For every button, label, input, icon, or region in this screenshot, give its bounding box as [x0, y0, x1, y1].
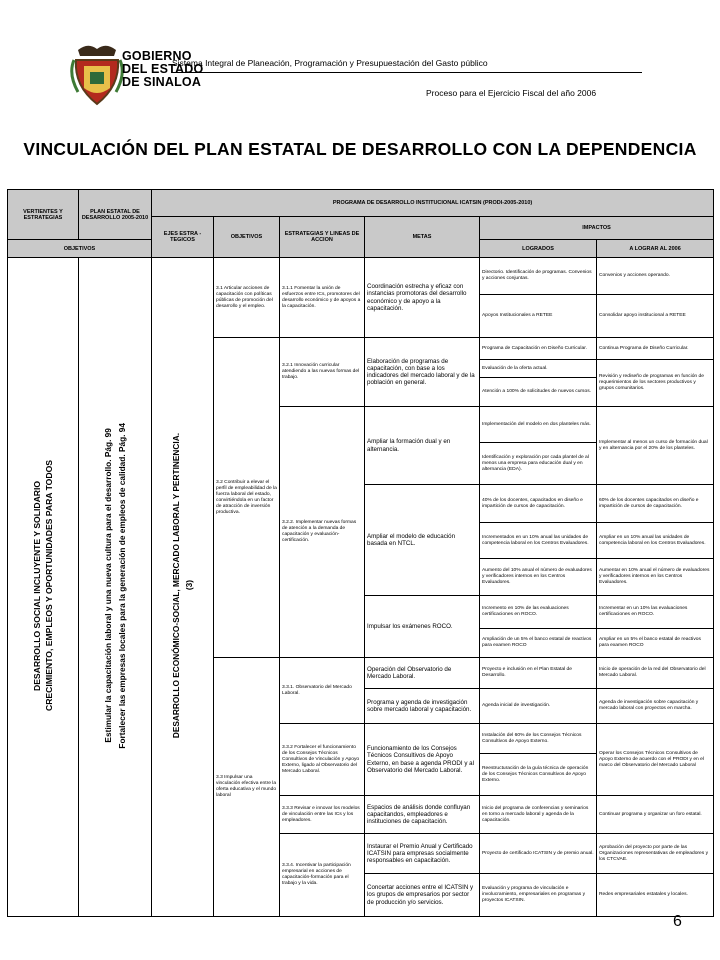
- strategy-3-3-4: 3.3.4. Incentivar la participación empresarial en acciones de capacitación-formación para el trabajo y la vida.: [280, 834, 365, 917]
- logrado-12: Proyecto e inclusión en el Plan Estatal de Desarrollo.: [480, 658, 597, 689]
- strategy-3-3-1: 3.3.1. Observatorio del Mercado Laboral.: [280, 658, 365, 724]
- ejes-cell: [152, 258, 214, 917]
- header-divider: [172, 72, 642, 73]
- a-lograr-11: Ampliar en un 5% el banco estatal de reactivos para examen ROCO: [597, 629, 714, 658]
- meta-9: Espacios de análisis donde confluyan capacitandos, empleadores e instituciones de capacitación.: [365, 796, 480, 834]
- header-plan: PLAN ESTATAL DE DESARROLLO 2005-2010: [79, 190, 152, 240]
- a-lograr-14: Operar los Consejos Técnicos Consultivos de Apoyo Externo de acuerdo con el PRODI y en el marco del Observatorio del Mercado Laboral: [597, 724, 714, 796]
- logrado-15: Reestructuración de la guía técnica de operación de los Consejos Técnicos Consultivos de Apoyo Externo.: [480, 754, 597, 796]
- meta-1: Coordinación estrecha y eficaz con instancias promotoras del desarrollo económico y de apoyo a la capacitación.: [365, 258, 480, 338]
- strategy-3-2-2: 3.2.2. Implementar nuevas formas de atención a la demanda de capacitación y evaluación-certificación.: [280, 407, 365, 658]
- header-objetivos: OBJETIVOS: [214, 217, 280, 258]
- system-title: Sistema Integral de Planeación, Programación y Presupuestación del Gasto público: [172, 58, 488, 68]
- meta-3: Ampliar la formación dual y en alternancia.: [365, 407, 480, 485]
- meta-5: Impulsar los exámenes ROCO.: [365, 596, 480, 658]
- logrado-7: 40% de los docentes, capacitados en diseño e impartición de cursos de capacitación.: [480, 485, 597, 523]
- a-lograr-13: Agenda de investigación sobre capacitación y mercado laboral con proyectos en marcha.: [597, 689, 714, 724]
- logrado-1: Apoyos Institucionales a RETEE: [480, 295, 597, 338]
- logrado-17: Proyecto de certificado ICATSIN y de premio anual.: [480, 834, 597, 874]
- eje-1: DESARROLLO ECONÓMICO-SOCIAL, MERCADO LABORAL Y PERTINENCIA.: [170, 432, 181, 739]
- header-metas: METAS: [365, 217, 480, 258]
- meta-8: Funcionamiento de los Consejos Técnicos Consultivos de Apoyo Externo, en base a agenda PRODI y al Observatorio del Mercado Laboral.: [365, 724, 480, 796]
- a-lograr-7: 60% de los docentes capacitados en diseño e impartición de cursos de capacitación.: [597, 485, 714, 523]
- header-estrategias: ESTRATEGIAS Y LINEAS DE ACCION: [280, 217, 365, 258]
- meta-6: Operación del Observatorio de Mercado Laboral.: [365, 658, 480, 689]
- plan-2: Fortalecer las empresas locales para la generación de empleos de calidad. Pág. 94: [117, 422, 127, 749]
- a-lograr-12: Inicio de operación de la red del Observatorio del Mercado Laboral.: [597, 658, 714, 689]
- logrado-3: Evaluación de la oferta actual.: [480, 360, 597, 378]
- eje-2: (3): [183, 580, 194, 591]
- logrado-0: Directorio. Identificación de programas. Convenios y acciones conjuntas.: [480, 258, 597, 295]
- eagle-crest-icon: [78, 46, 116, 56]
- vertientes-cell: [8, 258, 79, 917]
- a-lograr-8: Ampliar en un 10% anual las unidades de competencia laboral en los Centros Evaluadores.: [597, 523, 714, 559]
- page-title: VINCULACIÓN DEL PLAN ESTATAL DE DESARROLLO CON LA DEPENDENCIA: [23, 139, 697, 159]
- a-lograr-18: Redes empresariales estatales y locales.: [597, 874, 714, 917]
- logrado-6: Identificación y exploración por cada plantel de al menos una empresa para educación dual y en alternancia (EDA).: [480, 443, 597, 485]
- plan-text: [101, 423, 129, 749]
- ejes-text: [170, 433, 196, 738]
- logrado-13: Agenda inicial de investigación.: [480, 689, 597, 724]
- logrado-10: Incremento en 10% de las evaluaciones certificaciones en ROCO.: [480, 596, 597, 629]
- a-lograr-3: Revisión y rediseño de programas en función de requerimientos de los sectores productivos y grupos comunitarios.: [597, 360, 714, 407]
- logrado-4: Atención a 100% de solicitudes de nuevos cursos.: [480, 378, 597, 407]
- logrado-14: Instalación del 60% de los Consejos Técnicos Consultivos de Apoyo Externo.: [480, 724, 597, 754]
- linkage-table: [7, 189, 714, 917]
- logrado-5: Implementación del modelo en dos planteles más.: [480, 407, 597, 443]
- strategy-3-3-2: 3.3.2 Fortalecer el funcionamiento de los Consejos Técnicos Consultivos de Vinculación y Apoyo Externo, ligado al Observatorio del Mercado Laboral.: [280, 724, 365, 796]
- logo-line-2: DEL ESTADO: [122, 62, 204, 76]
- plan-cell: [79, 258, 152, 917]
- header-vertientes: VERTIENTES Y ESTRATEGIAS: [8, 190, 79, 240]
- header-programa: PROGRAMA DE DESARROLLO INSTITUCIONAL ICATSIN (PRODI-2005-2010): [152, 190, 714, 217]
- logrado-2: Programa de Capacitación en Diseño Curricular.: [480, 338, 597, 360]
- logo-line-3: DE SINALOA: [122, 75, 202, 89]
- strategy-3-2-1: 3.2.1 Innovación curricular atendiendo a las nuevas formas del trabajo.: [280, 338, 365, 407]
- logrado-9: Aumento del 10% anual el número de evaluadores y verificadores internos en los Centros Evaluadores.: [480, 559, 597, 596]
- strategy-3-1-1: 3.1.1 Fomentar la unión de esfuerzos entre ICs, promotores del desarrollo económico y de apoyos a la capacitación.: [280, 258, 365, 338]
- vertiente-2: CRECIMIENTO, EMPLEOS Y OPORTUNIDADES PARA TODOS: [44, 459, 54, 711]
- meta-10: Instaurar el Premio Anual y Certificado ICATSIN para empresas socialmente responsables en capacitación.: [365, 834, 480, 874]
- header-logrados: LOGRADOS: [480, 240, 597, 258]
- header-ejes: EJES ESTRA - TEGICOS: [152, 217, 214, 258]
- objective-3-3: 3.3 Impulsar una vinculación efectiva entre la oferta educativa y el mundo laboral: [214, 658, 280, 917]
- meta-2: Elaboración de programas de capacitación, con base a los indicadores del mercado laboral y de la población en general.: [365, 338, 480, 407]
- a-lograr-5: Implementar al menos un curso de formación dual y en alternancia por el 20% de los planteles.: [597, 407, 714, 485]
- vertiente-1: DESARROLLO SOCIAL INCLUYENTE Y SOLIDARIO: [32, 480, 42, 691]
- logo-line-1: GOBIERNO: [122, 49, 192, 63]
- meta-11: Concertar acciones entre el ICATSIN y los grupos de empresarios por sector de producción y/o servicios.: [365, 874, 480, 917]
- objective-3-1: 3.1 Articular acciones de capacitación con políticas públicas de promoción del desarrollo y el empleo.: [214, 258, 280, 338]
- a-lograr-17: Aprobación del proyecto por parte de las Organizaciones representativas de empleadores y los CTCVAE.: [597, 834, 714, 874]
- page-number: 6: [673, 913, 682, 930]
- strategy-3-3-3: 3.3.3 Revisar e innovar los modelos de vinculación entre las ICs y los empleadores.: [280, 796, 365, 834]
- a-lograr-1: Consolidar apoyo institucional a RETEE: [597, 295, 714, 338]
- a-lograr-0: Convenios y acciones operando.: [597, 258, 714, 295]
- meta-4: Ampliar el modelo de educación basada en NTCL.: [365, 485, 480, 596]
- a-lograr-16: Continuar programa y organizar un foro estatal.: [597, 796, 714, 834]
- header-objetivos-2: OBJETIVOS: [8, 240, 152, 258]
- fiscal-process: Proceso para el Ejercicio Fiscal del año 2006: [426, 88, 597, 98]
- a-lograr-10: Incrementar en un 10% las evaluaciones certificaciones en ROCO.: [597, 596, 714, 629]
- objective-3-2: 3.2 Contribuir a elevar el perfil de empleabilidad de la fuerza laboral del estado, convirtiéndola en un factor de atracción de inversión productiva.: [214, 338, 280, 658]
- a-lograr-9: Aumentar en 10% anual el número de evaluadores y verificadores internos en los Centros Evaluadores.: [597, 559, 714, 596]
- vertientes-text: [31, 460, 55, 711]
- logrado-18: Evaluación y programa de vinculación e involucramiento, empresariales en programas y proyectos ICATSIN.: [480, 874, 597, 917]
- logrado-8: Incrementados en un 10% anual las unidades de competencia laboral en los Centros Evaluadores.: [480, 523, 597, 559]
- logrado-11: Ampliación de un 5% el banco estatal de reactivos para examen ROCO: [480, 629, 597, 658]
- government-logo-text: [122, 50, 203, 89]
- header-a-lograr: A LOGRAR AL 2006: [597, 240, 714, 258]
- header-impactos: IMPACTOS: [480, 217, 714, 240]
- logrado-16: Inicio del programa de conferencias y seminarios en torno a mercado laboral y agenda de la capacitación.: [480, 796, 597, 834]
- plan-1: Estimular la capacitación laboral y una nueva cultura para el desarrollo. Pág. 99: [103, 428, 113, 743]
- a-lograr-2: Continua Programa de Diseño Curricular.: [597, 338, 714, 360]
- meta-7: Programa y agenda de investigación sobre mercado laboral y capacitación.: [365, 689, 480, 724]
